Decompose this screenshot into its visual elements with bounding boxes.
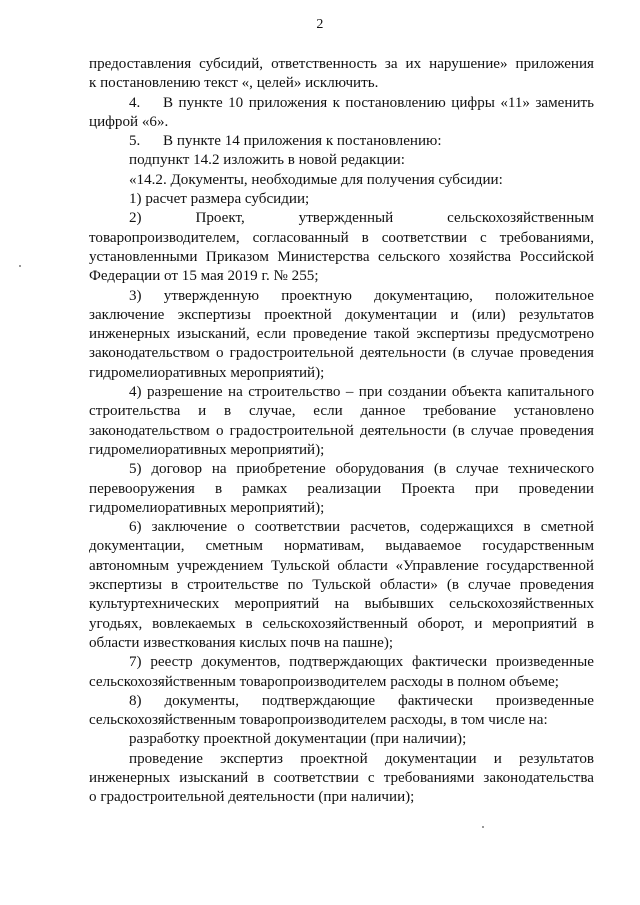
scan-speck (482, 826, 484, 828)
item-number: 5. (129, 133, 141, 150)
paragraph-line: инженерных изысканий, если проведение такой экспертизы предусмотрено (89, 326, 594, 343)
paragraph-line: к постановлению текст «, целей» исключить. (89, 75, 379, 92)
paragraph-line: 5) договор на приобретение оборудования (в случае технического (129, 461, 594, 478)
paragraph-line: предоставления субсидий, ответственность за их нарушение» приложения (89, 56, 594, 72)
paragraph-line: 7) реестр документов, подтверждающих фактически произведенные (129, 654, 594, 671)
paragraph-line: угодьях, вовлекаемых в сельскохозяйственный оборот, и мероприятий в (89, 615, 594, 632)
paragraph-line: «14.2. Документы, необходимые для получения субсидии: (129, 171, 503, 188)
paragraph-line: документации, сметным нормативам, выдаваемое государственным (89, 538, 594, 555)
paragraph-line: сельскохозяйственным товаропроизводителем расходы, в том числе на: (89, 712, 548, 729)
list-item-4 (89, 94, 594, 113)
paragraph-line: В пункте 14 приложения к постановлению: (163, 133, 442, 150)
paragraph-line: законодательством о градостроительной деятельности (в случае проведения (89, 422, 594, 439)
paragraph-line: гидромелиоративных мероприятий); (89, 499, 325, 516)
page-number: 2 (316, 17, 324, 32)
paragraph-line: В пункте 10 приложения к постановлению цифры «11» заменить (163, 94, 594, 111)
paragraph-line: проведение экспертиз проектной документации и результатов (129, 750, 594, 767)
paragraph-line: 4) разрешение на строительство – при создании объекта капитального (129, 384, 594, 401)
paragraph-line: о градостроительной деятельности (при наличии); (89, 789, 415, 806)
paragraph-line: инженерных изысканий в соответствии с требованиями законодательства (89, 769, 594, 786)
paragraph-line: Федерации от 15 мая 2019 г. № 255; (89, 268, 319, 285)
paragraph-line: перевооружения в рамках реализации Проекта при проведении (89, 480, 594, 497)
item-number: 4. (129, 94, 141, 111)
paragraph-line: подпункт 14.2 изложить в новой редакции: (129, 152, 405, 169)
scan-speck (19, 265, 21, 267)
paragraph-line: разработку проектной документации (при наличии); (129, 731, 467, 748)
paragraph-line: 6) заключение о соответствии расчетов, содержащихся в сметной (129, 519, 594, 536)
paragraph-line: товаропроизводителем, согласованный в соответствии с требованиями, (89, 229, 594, 246)
paragraph-line: 1) расчет размера субсидии; (129, 191, 310, 208)
list-item-5 (89, 132, 594, 151)
document-body (89, 55, 594, 808)
paragraph-line: строительства и в случае, если данное требование установлено (89, 403, 594, 420)
paragraph-line: гидромелиоративных мероприятий); (89, 441, 325, 458)
paragraph-line: гидромелиоративных мероприятий); (89, 364, 325, 381)
paragraph-line: сельскохозяйственным товаропроизводителем расходы в полном объеме; (89, 673, 559, 690)
paragraph-line: культуртехнических мероприятий на выбывших сельскохозяйственных (89, 596, 594, 613)
paragraph-line: автономным учреждением Тульской области «Управление государственной (89, 557, 594, 574)
paragraph-line: области известкования кислых почв на пашне); (89, 634, 394, 651)
paragraph-line: установленными Приказом Министерства сельского хозяйства Российской (89, 248, 594, 265)
paragraph-line: экспертизы в строительстве по Тульской области» (в случае проведения (89, 577, 594, 594)
paragraph-line: 3) утвержденную проектную документацию, положительное (129, 287, 594, 304)
paragraph-line: 2) Проект, утвержденный сельскохозяйственным (129, 210, 594, 227)
paragraph-line: заключение экспертизы проектной документации и (или) результатов (89, 306, 594, 323)
paragraph-line: 8) документы, подтверждающие фактически произведенные (129, 692, 594, 709)
paragraph-line: законодательством о градостроительной деятельности (в случае проведения (89, 345, 594, 362)
paragraph-line: цифрой «6». (89, 113, 169, 130)
